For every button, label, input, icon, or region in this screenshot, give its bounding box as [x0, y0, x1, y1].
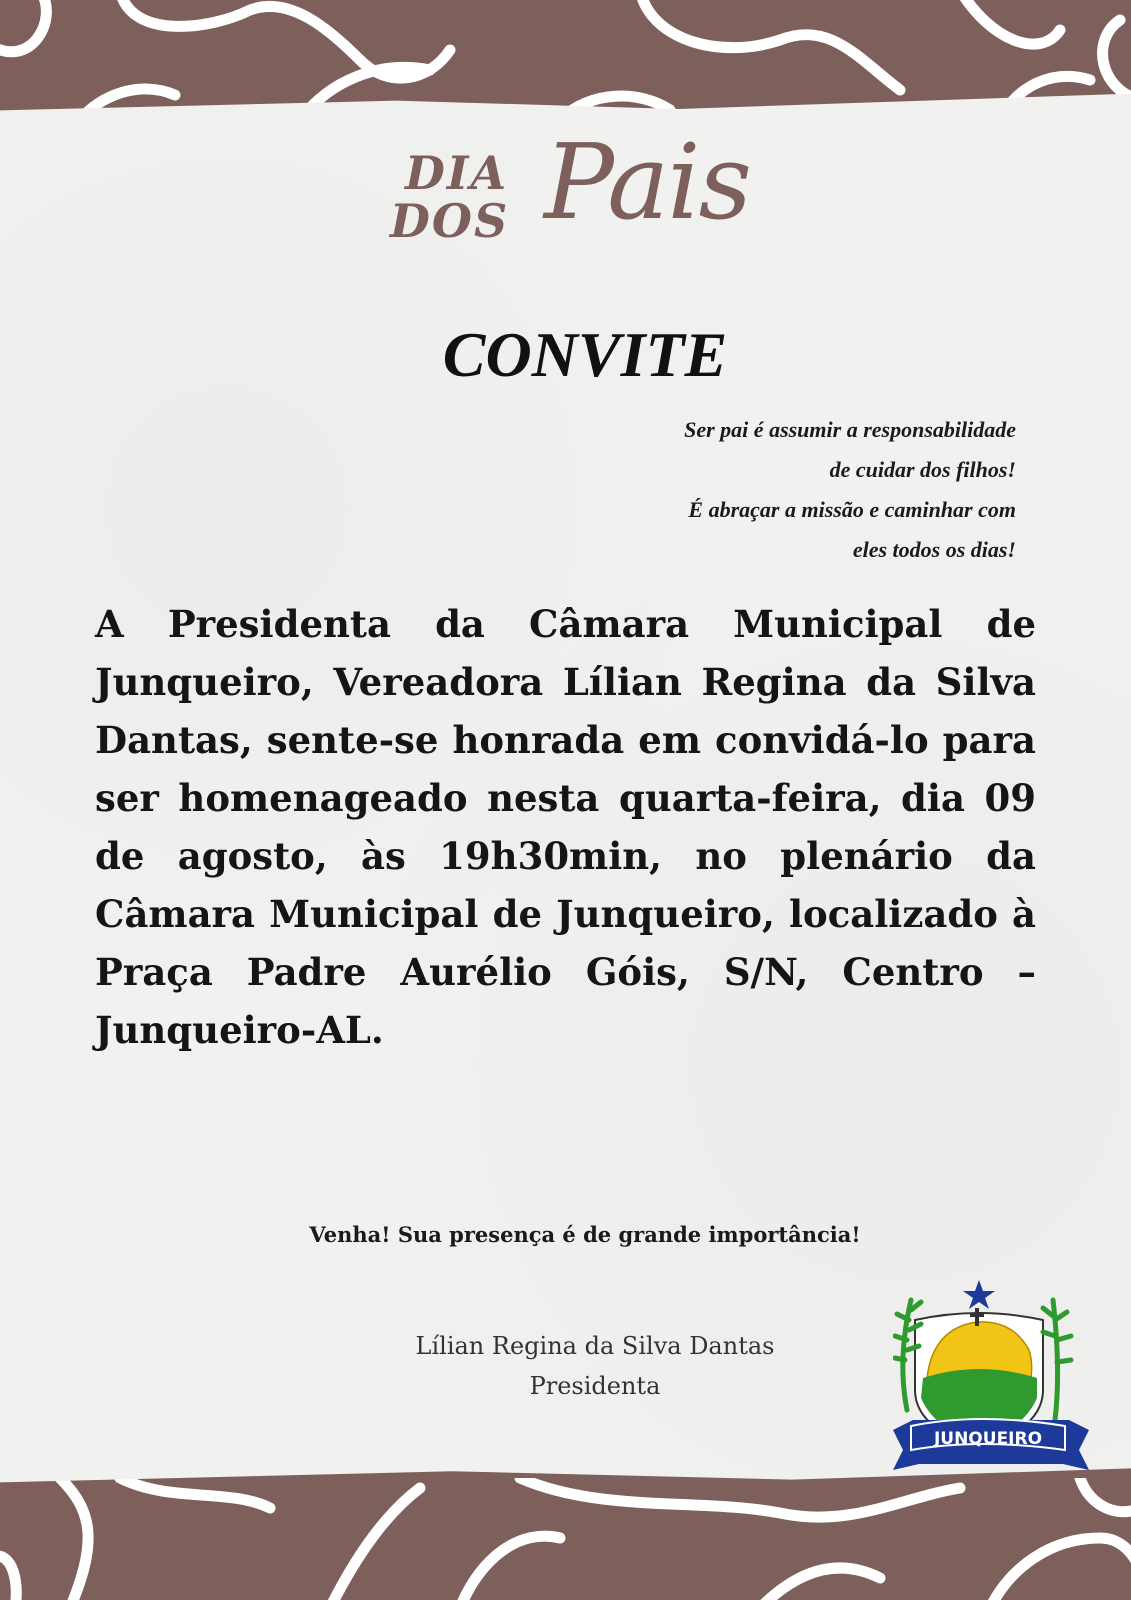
closing-message: Venha! Sua presença é de grande importância!	[309, 1222, 861, 1247]
quote-line: eles todos os dias!	[852, 537, 1016, 562]
invitation-body: A Presidenta da Câmara Municipal de Junqueiro, Vereadora Lílian Regina da Silva Dantas, sente-se honrada em convidá-lo para ser homenageado nesta quarta-feira, dia 09 de agosto, às 19h30min, no plenário da Câmara Municipal de Junqueiro, localizado à Praça Padre Aurélio Góis, S/N, Centro – Junqueiro-AL.	[95, 602, 1036, 1052]
quote-line: É abraçar a missão e caminhar com	[688, 497, 1016, 522]
signature-role: Presidenta	[529, 1372, 661, 1400]
event-heading	[0, 121, 1131, 252]
banner-label: JUNQUEIRO	[933, 1429, 1043, 1449]
father-quote	[684, 410, 1016, 570]
quote-line: de cuidar dos filhos!	[829, 457, 1016, 482]
heading-word-dos: DOS	[390, 194, 510, 248]
junqueiro-coat-of-arms	[893, 1280, 1089, 1480]
quote-line: Ser pai é assumir a responsabilidade	[684, 417, 1016, 442]
heading-word-dia: DIA	[405, 146, 509, 200]
star-icon	[963, 1280, 995, 1309]
signature-name: Lílian Regina da Silva Dantas	[415, 1332, 775, 1360]
bottom-decorative-band	[0, 1478, 1131, 1600]
heading-word-pais: Pais	[544, 121, 750, 243]
invitation-title: CONVITE	[442, 319, 728, 390]
